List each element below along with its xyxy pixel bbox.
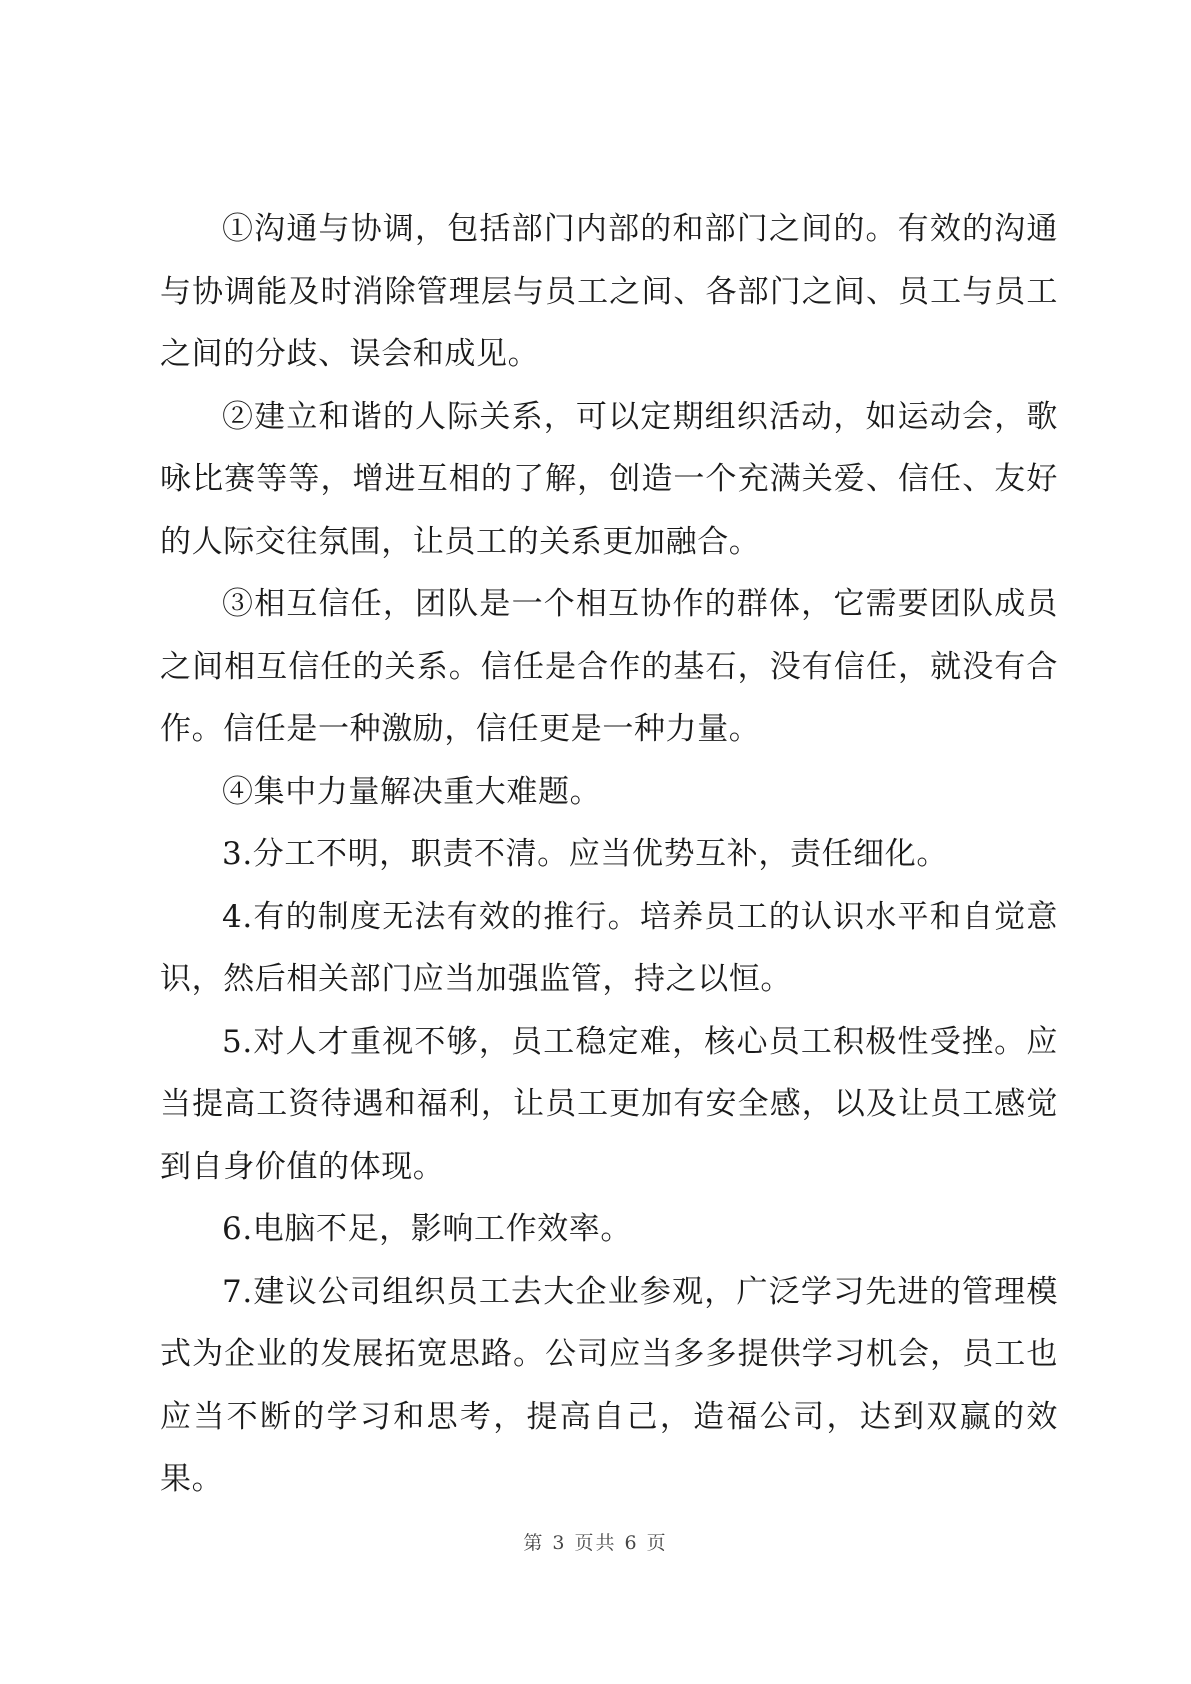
paragraph: ②建立和谐的人际关系，可以定期组织活动，如运动会，歌咏比赛等等，增进互相的了解，创造一个充满关爱、信任、友好的人际交往氛围，让员工的关系更加融合。 xyxy=(160,398,1058,560)
paragraph: 3.分工不明，职责不清。应当优势互补，责任细化。 xyxy=(222,836,948,872)
paragraph: ④集中力量解决重大难题。 xyxy=(222,773,602,810)
paragraph: 4.有的制度无法有效的推行。培养员工的认识水平和自觉意识，然后相关部门应当加强监管，持之以恒。 xyxy=(160,898,1058,997)
paragraph: 5.对人才重视不够，员工稳定难，核心员工积极性受挫。应当提高工资待遇和福利，让员工更加有安全感，以及让员工感觉到自身价值的体现。 xyxy=(160,1023,1058,1185)
document-body xyxy=(160,198,1058,1511)
paragraph: ③相互信任，团队是一个相互协作的群体，它需要团队成员之间相互信任的关系。信任是合作的基石，没有信任，就没有合作。信任是一种激励，信任更是一种力量。 xyxy=(160,586,1058,747)
paragraph: 7.建议公司组织员工去大企业参观，广泛学习先进的管理模式为企业的发展拓宽思路。公司应当多多提供学习机会，员工也应当不断的学习和思考，提高自己，造福公司，达到双赢的效果。 xyxy=(160,1273,1058,1497)
paragraph: 6.电脑不足，影响工作效率。 xyxy=(222,1211,632,1247)
page-number-footer: 第 3 页共 6 页 xyxy=(523,1532,668,1554)
paragraph: ①沟通与协调，包括部门内部的和部门之间的。有效的沟通与协调能及时消除管理层与员工之间、各部门之间、员工与员工之间的分歧、误会和成见。 xyxy=(160,211,1058,372)
